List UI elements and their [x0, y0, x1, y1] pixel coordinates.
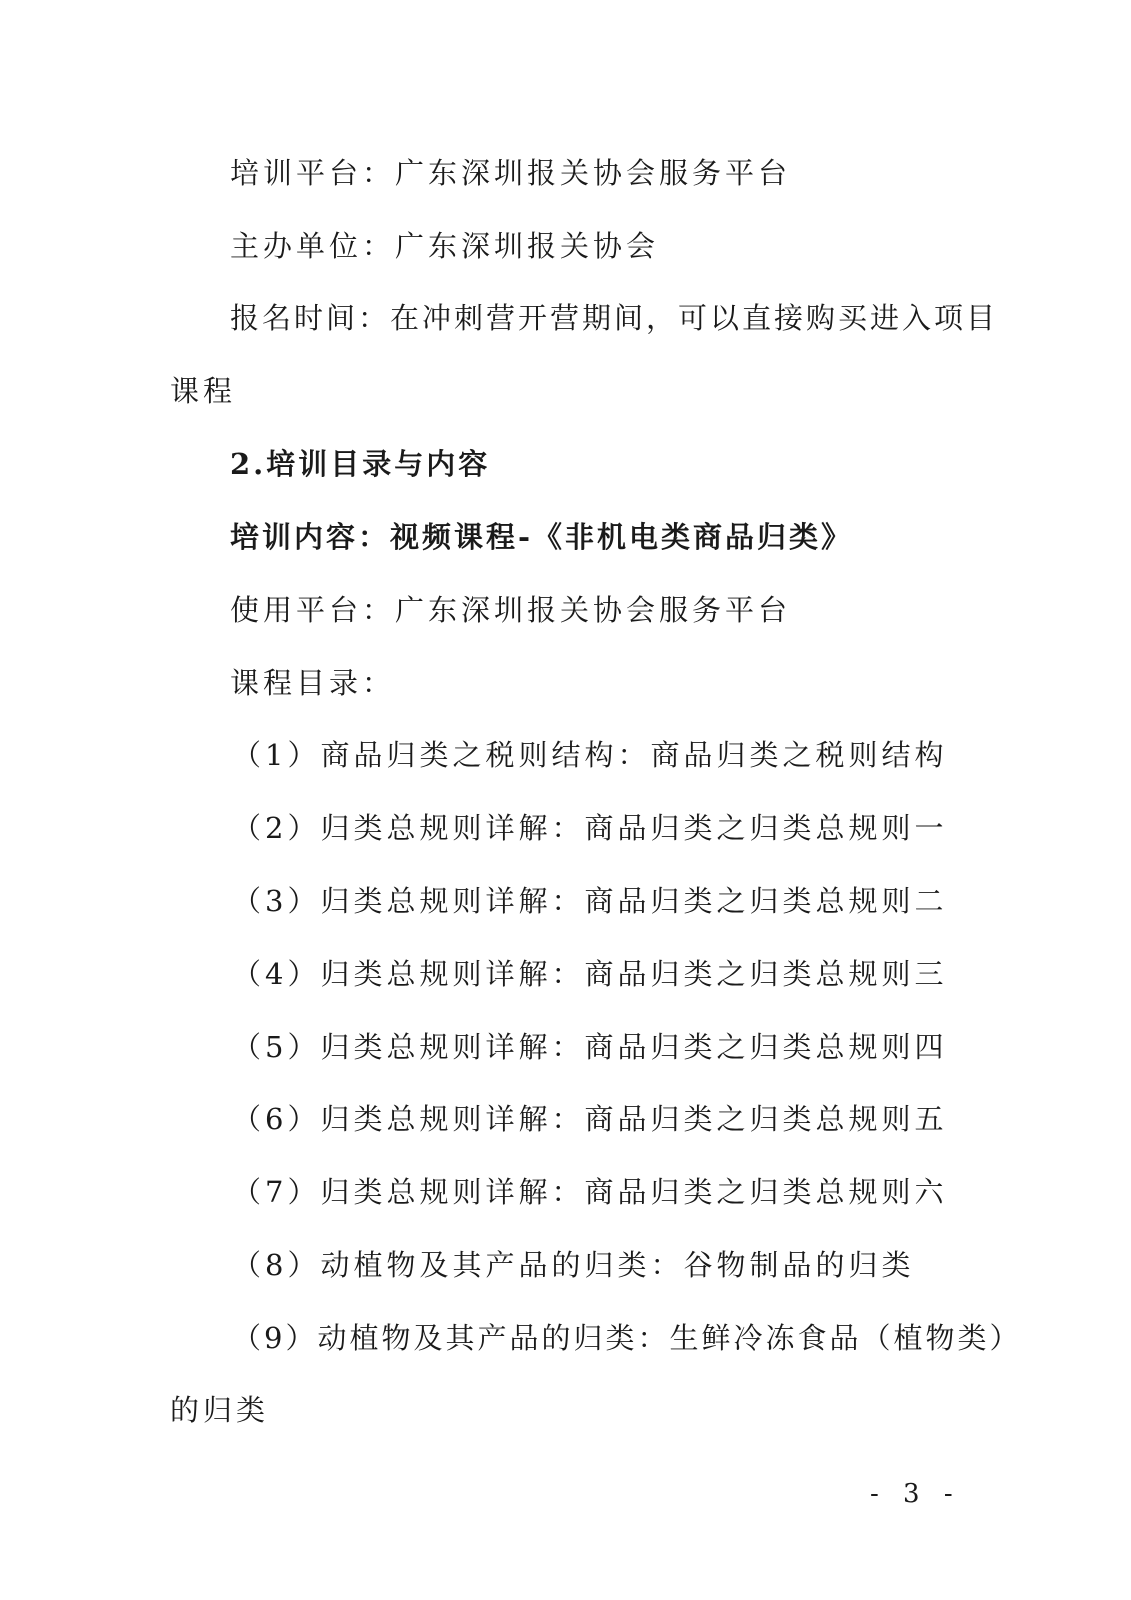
- catalog-item: （3）归类总规则详解：商品归类之归类总规则二: [232, 884, 948, 918]
- catalog-item: （5）归类总规则详解：商品归类之归类总规则四: [232, 1030, 948, 1064]
- use-platform-line: 使用平台：广东深圳报关协会服务平台: [230, 593, 792, 627]
- catalog-item: （2）归类总规则详解：商品归类之归类总规则一: [232, 811, 948, 845]
- catalog-item: （7）归类总规则详解：商品归类之归类总规则六: [232, 1175, 948, 1209]
- catalog-item: （1）商品归类之税则结构：商品归类之税则结构: [232, 738, 948, 772]
- page-number: - 3 -: [870, 1479, 961, 1509]
- catalog-item: （4）归类总规则详解：商品归类之归类总规则三: [232, 957, 948, 991]
- catalog-item-continued: 的归类: [170, 1393, 270, 1427]
- catalog-item: （9）动植物及其产品的归类：生鲜冷冻食品（植物类）: [232, 1321, 1022, 1355]
- catalog-item: （8）动植物及其产品的归类：谷物制品的归类: [232, 1248, 915, 1282]
- catalog-item: （6）归类总规则详解：商品归类之归类总规则五: [232, 1102, 948, 1136]
- organizer-line: 主办单位：广东深圳报关协会: [230, 229, 660, 263]
- signup-time-line: 报名时间：在冲刺营开营期间，可以直接购买进入项目: [230, 301, 999, 335]
- training-content-line: 培训内容：视频课程-《非机电类商品归类》: [230, 520, 854, 554]
- catalog-label: 课程目录：: [230, 666, 396, 700]
- training-platform-line: 培训平台：广东深圳报关协会服务平台: [230, 156, 792, 190]
- signup-time-line-continued: 课程: [170, 374, 237, 408]
- section-title: 2.培训目录与内容: [230, 447, 491, 481]
